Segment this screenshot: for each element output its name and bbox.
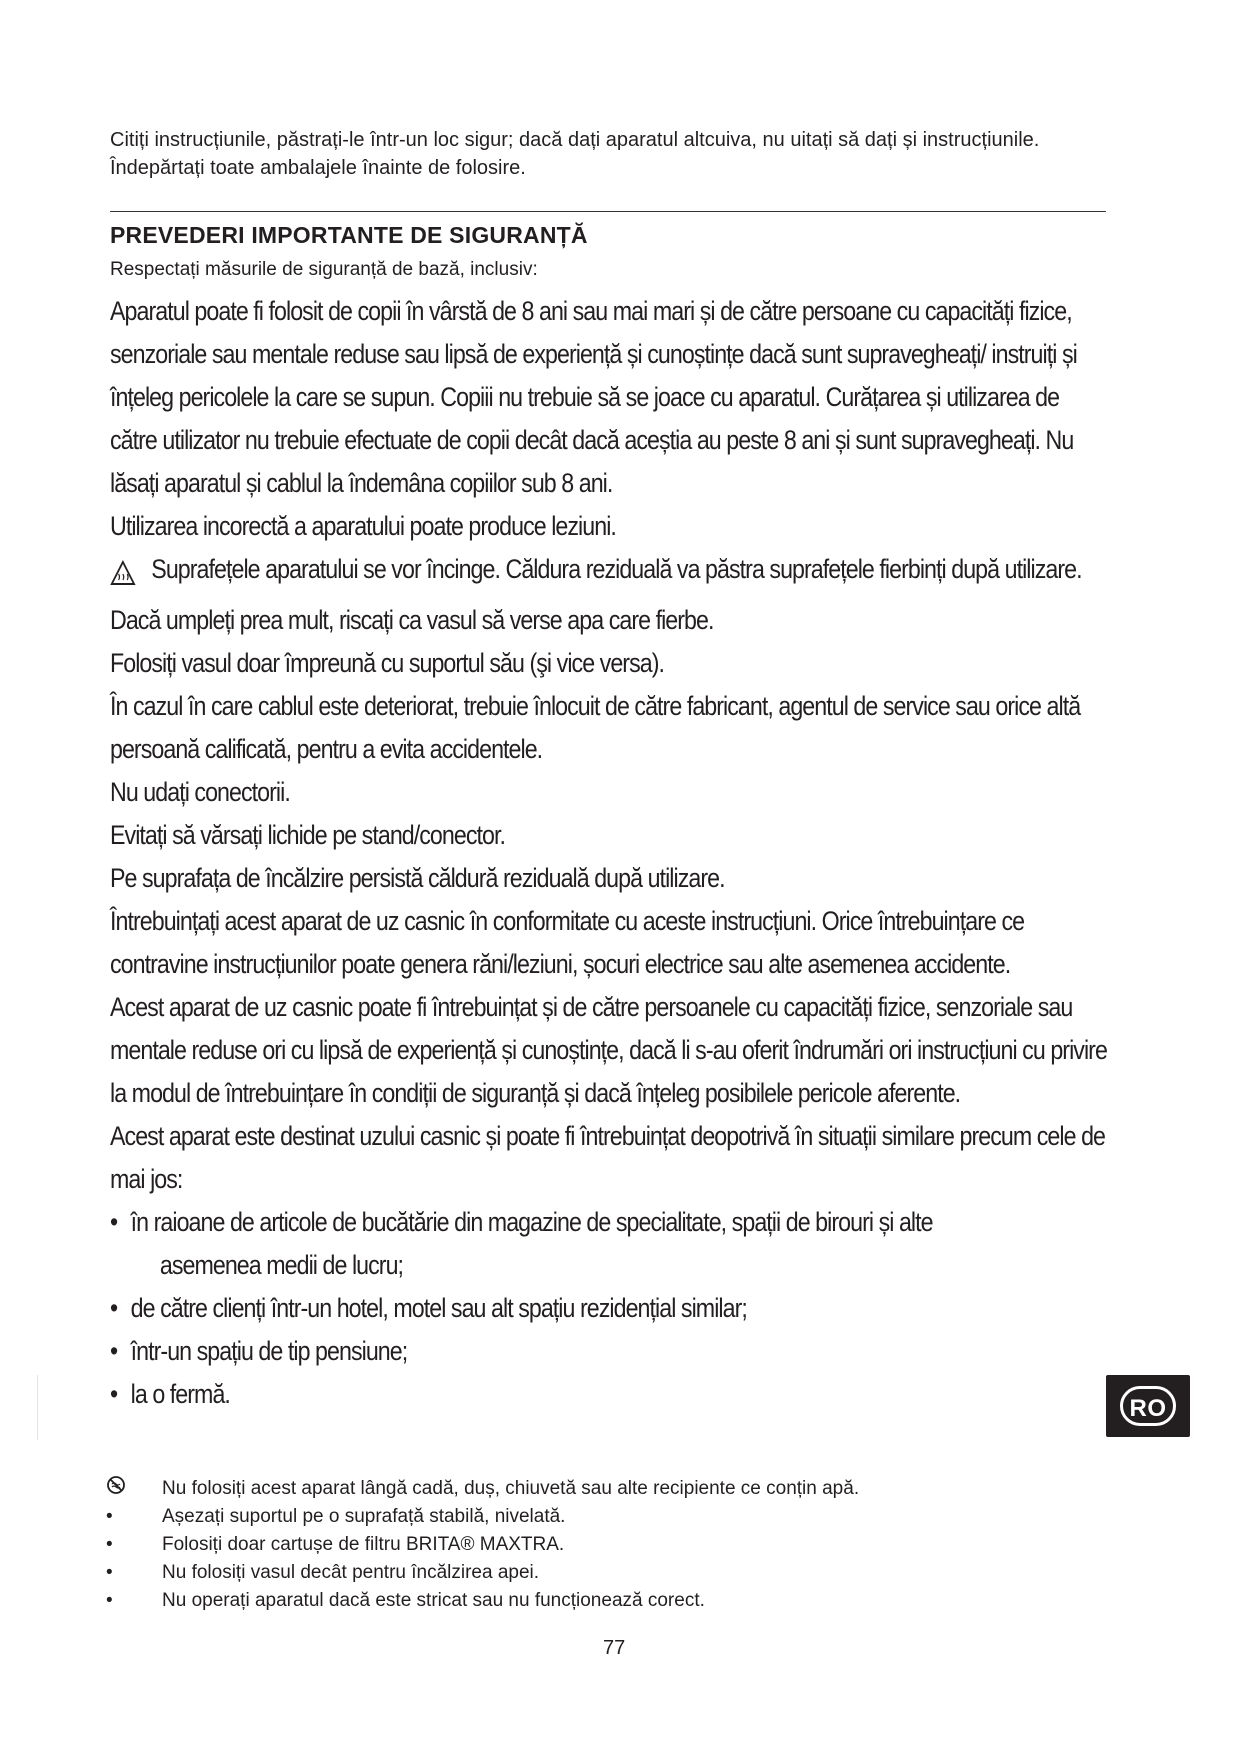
additional-warnings xyxy=(104,1475,1104,1615)
bullet-text-continued: asemenea medii de lucru; xyxy=(159,1250,404,1280)
list-item xyxy=(104,1531,1104,1559)
list-item xyxy=(104,1475,1104,1503)
bullet-marker: • xyxy=(106,1534,113,1555)
margin-mark xyxy=(37,1375,38,1440)
list-item xyxy=(110,1373,1108,1416)
hot-surface-warning-icon xyxy=(110,556,139,599)
warning-text: Așezați suportul pe o suprafață stabilă, nivelată. xyxy=(162,1506,566,1527)
paragraph-household-use: Acest aparat este destinat uzului casnic și poate fi întrebuințat deopotrivă în situații similare precum cele de mai jos: xyxy=(110,1121,1106,1194)
bullet-marker: • xyxy=(106,1562,113,1583)
paragraph-reduced-capacities: Acest aparat de uz casnic poate fi întrebuințat și de către persoanele cu capacități fizice, senzoriale sau mentale reduse ori cu lipsă de experiență și cunoștințe, dacă li s-au oferit îndrumări ori instrucțiuni cu privire la modul de întrebuințare în condiții de siguranță și dacă înțeleg posibilele pericole aferente. xyxy=(110,992,1107,1108)
paragraph-overfill: Dacă umpleți prea mult, riscați ca vasul să verse apa care fierbe. xyxy=(110,605,714,635)
bullet-marker: • xyxy=(110,1207,118,1237)
list-item xyxy=(104,1559,1104,1587)
bullet-text: la o fermă. xyxy=(130,1379,230,1409)
paragraph-damaged-cable: În cazul în care cablul este deteriorat, trebuie înlocuit de către fabricant, agentul de service sau orice altă persoană calificată, pentru a evita accidentele. xyxy=(110,691,1081,764)
bullet-marker: • xyxy=(110,1336,118,1366)
paragraph-hot-surfaces xyxy=(110,548,1108,599)
hot-surface-text: Suprafețele aparatului se vor încinge. Căldura reziduală va păstra suprafețele fierbinți după utilizare. xyxy=(151,554,1082,584)
paragraph-incorrect-use: Utilizarea incorectă a aparatului poate produce leziuni. xyxy=(110,511,616,541)
list-item xyxy=(104,1503,1104,1531)
no-water-icon xyxy=(104,1475,162,1504)
list-item xyxy=(110,1287,1108,1330)
paragraph-children-supervision: Aparatul poate fi folosit de copii în vârstă de 8 ani sau mai mari și de către persoane cu capacități fizice, senzoriale sau mentale reduse sau lipsă de experiență și cunoștințe dacă sunt supravegheați/ instruiți și înțeleg pericolele la care se supun. Copiii nu trebuie să se joace cu aparatul. Curățarea și utilizarea de către utilizator nu trebuie efectuate de copii decât dacă aceștia au peste 8 ani și sunt supravegheați. Nu lăsați aparatul și cablul la îndemâna copiilor sub 8 ani. xyxy=(110,296,1077,498)
warning-text: Nu folosiți acest aparat lângă cadă, duș, chiuvetă sau alte recipiente ce conțin apă. xyxy=(162,1478,860,1499)
bullet-marker: • xyxy=(106,1506,113,1527)
bullet-text: în raioane de articole de bucătărie din magazine de specialitate, spații de birouri și alte xyxy=(130,1207,933,1237)
intro-text xyxy=(110,126,1130,182)
warning-text: Folosiți doar cartușe de filtru BRITA® MAXTRA. xyxy=(162,1534,565,1555)
bullet-marker: • xyxy=(110,1379,118,1409)
usage-bullet-list xyxy=(110,1201,1108,1416)
language-badge-label: RO xyxy=(1120,1386,1176,1426)
section-divider xyxy=(110,211,1106,212)
warning-text: Nu operați aparatul dacă este stricat sau nu funcționează corect. xyxy=(162,1590,705,1611)
paragraph-wet-connectors: Nu udați conectorii. xyxy=(110,777,290,807)
list-item xyxy=(110,1330,1108,1373)
safety-body xyxy=(110,290,1108,1416)
bullet-text: într-un spațiu de tip pensiune; xyxy=(130,1336,408,1366)
warning-text: Nu folosiți vasul decât pentru încălzirea apei. xyxy=(162,1562,540,1583)
intro-line-1: Citiți instrucțiunile, păstrați-le într-un loc sigur; dacă dați aparatul altcuiva, nu uitați să dați și instrucțiunile. xyxy=(110,129,1040,151)
paragraph-spill: Evitați să vărsați lichide pe stand/conector. xyxy=(110,820,505,850)
paragraph-residual-heat: Pe suprafața de încălzire persistă căldură reziduală după utilizare. xyxy=(110,863,725,893)
list-item xyxy=(110,1201,1108,1287)
language-badge xyxy=(1106,1375,1190,1437)
paragraph-use-instructions: Întrebuințați acest aparat de uz casnic în conformitate cu aceste instrucțiuni. Orice întrebuințare ce contravine instrucțiunilor poate genera răni/leziuni, șocuri electrice sau alte asemenea accidente. xyxy=(110,906,1025,979)
paragraph-stand-use: Folosiți vasul doar împreună cu suportul său (şi vice versa). xyxy=(110,648,665,678)
bullet-marker: • xyxy=(110,1293,118,1323)
bullet-text: de către clienți într-un hotel, motel sau alt spațiu rezidențial similar; xyxy=(130,1293,747,1323)
list-item xyxy=(104,1587,1104,1615)
section-subtitle: Respectați măsurile de siguranță de bază, inclusiv: xyxy=(110,259,538,280)
bullet-marker: • xyxy=(106,1590,113,1611)
page-number: 77 xyxy=(603,1637,626,1659)
section-title: PREVEDERI IMPORTANTE DE SIGURANȚĂ xyxy=(110,222,588,248)
intro-line-2: Îndepărtați toate ambalajele înainte de folosire. xyxy=(110,157,526,179)
